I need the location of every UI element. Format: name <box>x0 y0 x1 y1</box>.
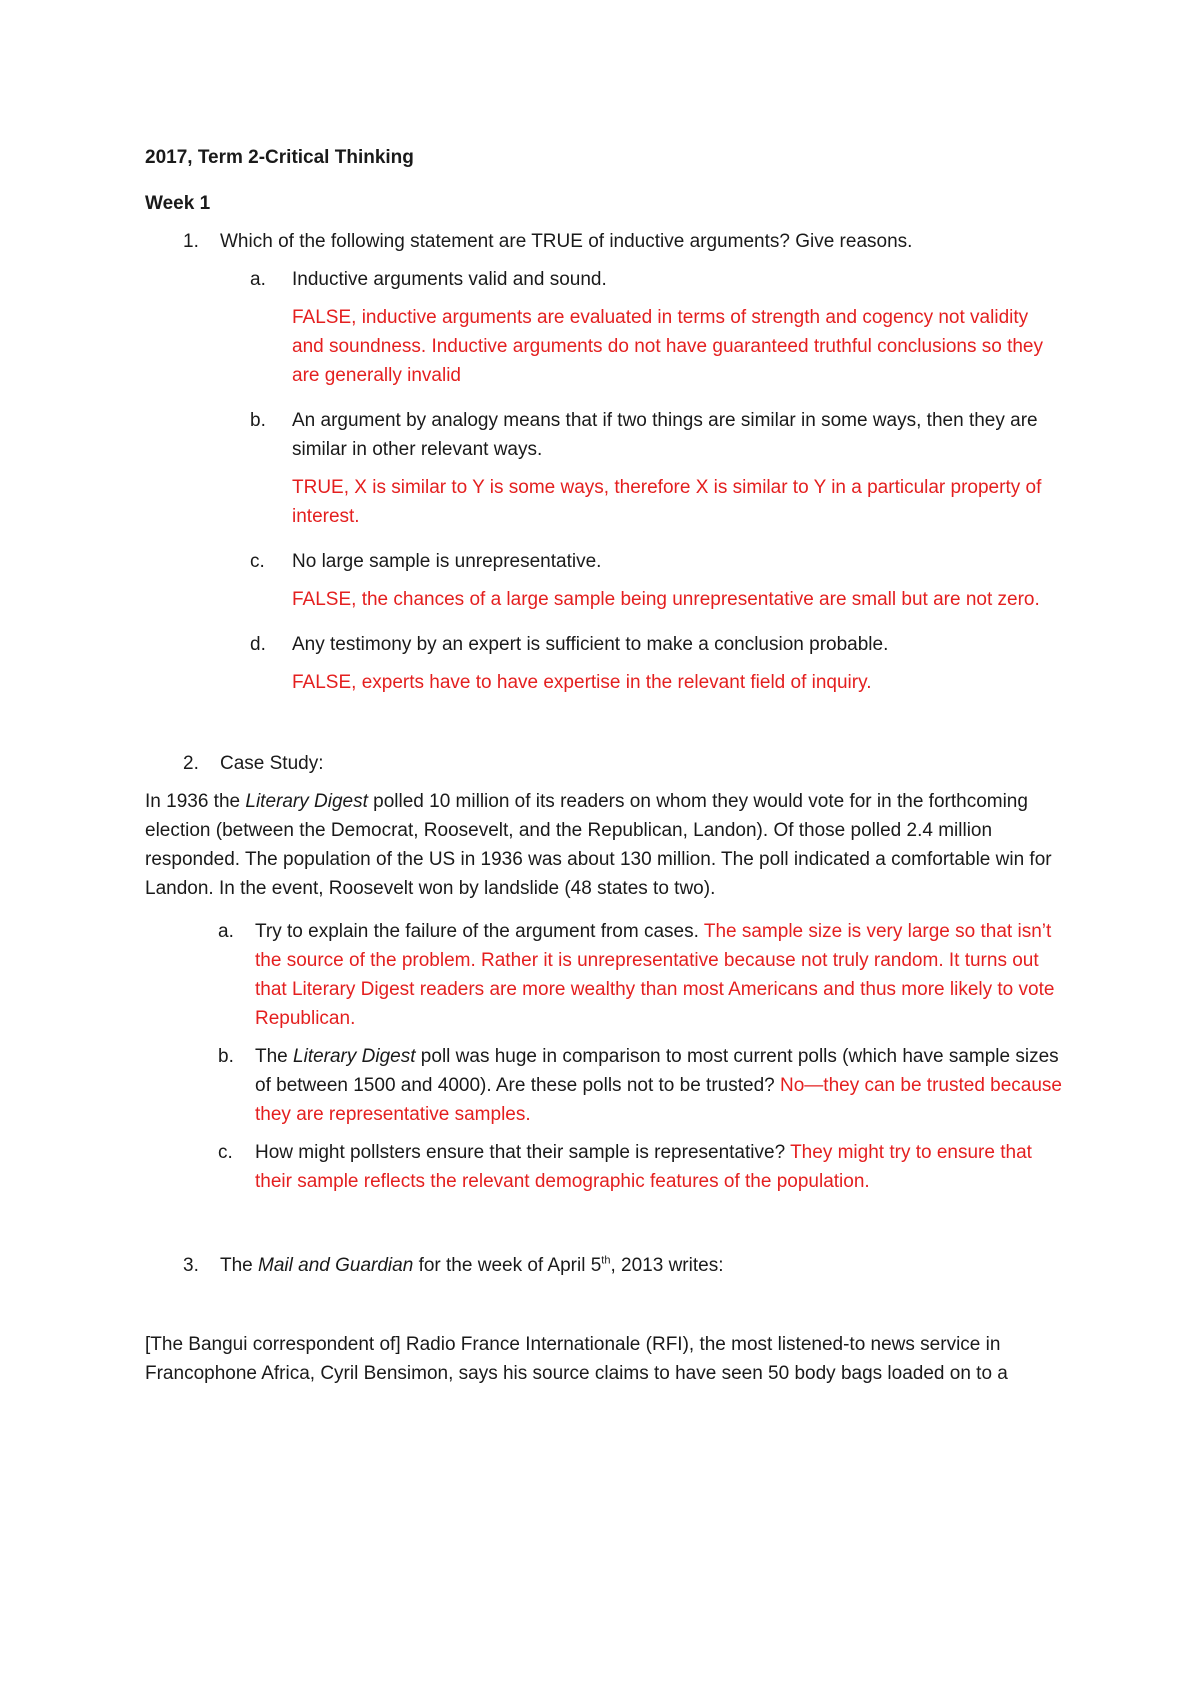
question-number: 2. <box>183 753 199 774</box>
case-study-paragraph: In 1936 the Literary Digest polled 10 million of its readers on whom they would vote for in the forthcoming election (between the Democrat, Roosevelt, and the Republican, Landon). Of those polled 2.4 million responded. The population of the US in 1936 was about 130 million. The poll indicated a comfortable win for Landon. In the event, Roosevelt won by landslide (48 states to two). <box>145 791 1052 899</box>
item-answer: No—they can be trusted because they are representative samples. <box>255 1075 1063 1125</box>
question-2a <box>145 917 1065 1033</box>
item-text: Any testimony by an expert is sufficient to make a conclusion probable. <box>292 634 889 655</box>
item-text: No large sample is unrepresentative. <box>292 551 602 572</box>
answer-1c: FALSE, the chances of a large sample being unrepresentative are small but are not zero. <box>292 589 1040 610</box>
item-text: Try to explain the failure of the argument from cases. <box>255 921 704 942</box>
publication-name: Literary Digest <box>293 1046 416 1067</box>
quote-paragraph: [The Bangui correspondent of] Radio France Internationale (RFI), the most listened-to news service in Francophone Africa, Cyril Bensimon, says his source claims to have seen 50 body bags loaded on to a <box>145 1334 1008 1384</box>
answer-1b: TRUE, X is similar to Y is some ways, therefore X is similar to Y in a particular property of interest. <box>292 477 1042 527</box>
question-text: Which of the following statement are TRUE of inductive arguments? Give reasons. <box>220 231 913 252</box>
question-2 <box>145 749 1065 778</box>
question-2b: b. The Literary Digest poll was huge in comparison to most current polls (which have sample sizes of between 1500 and 4000). Are these polls not to be trusted? No—they can be trusted because they are representative samples. <box>145 1042 1065 1129</box>
spacer <box>145 1205 1065 1251</box>
ordinal-suffix: th <box>601 1254 611 1267</box>
item-answer: They might try to ensure that their sample reflects the relevant demographic features of the population. <box>255 1142 1032 1192</box>
item-text: How might pollsters ensure that their sample is representative? <box>255 1142 791 1163</box>
week-heading: Week 1 <box>145 193 211 214</box>
publication-name: Mail and Guardian <box>258 1255 414 1276</box>
item-label: c. <box>218 1142 233 1163</box>
question-1a <box>145 265 1065 294</box>
item-label: d. <box>250 634 266 655</box>
question-1b <box>145 406 1065 464</box>
item-text: An argument by analogy means that if two things are similar in some ways, then they are similar in other relevant ways. <box>292 410 1038 460</box>
question-3: 3. The Mail and Guardian for the week of April 5th, 2013 writes: <box>145 1251 1065 1280</box>
question-text: Case Study: <box>220 753 324 774</box>
document-title: 2017, Term 2-Critical Thinking <box>145 147 414 168</box>
document-page <box>145 143 1065 1402</box>
item-text: poll was huge in comparison to most current polls (which have sample sizes of between 1500 and 4000). Are these polls not to be trusted? <box>255 1046 1059 1096</box>
answer-1a: FALSE, inductive arguments are evaluated in terms of strength and cogency not validity and soundness. Inductive arguments do not have guaranteed truthful conclusions so they are generally invalid <box>292 307 1043 386</box>
question-1 <box>145 227 1065 256</box>
answer-1d: FALSE, experts have to have expertise in the relevant field of inquiry. <box>292 672 872 693</box>
question-number: 3. <box>183 1255 199 1276</box>
item-label: b. <box>250 410 266 431</box>
item-label: b. <box>218 1046 234 1067</box>
question-number: 1. <box>183 231 199 252</box>
question-1c <box>145 547 1065 576</box>
publication-name: Literary Digest <box>245 791 368 812</box>
item-answer: The sample size is very large so that isn’t the source of the problem. Rather it is unrepresentative because not truly random. It turns out that Literary Digest readers are more wealthy than most Americans and thus more likely to vote Republican. <box>255 921 1055 1029</box>
spacer <box>145 713 1065 749</box>
item-label: a. <box>250 269 266 290</box>
item-text: Inductive arguments valid and sound. <box>292 269 607 290</box>
item-label: a. <box>218 921 234 942</box>
question-2c <box>145 1138 1065 1196</box>
question-1d <box>145 630 1065 659</box>
item-label: c. <box>250 551 265 572</box>
